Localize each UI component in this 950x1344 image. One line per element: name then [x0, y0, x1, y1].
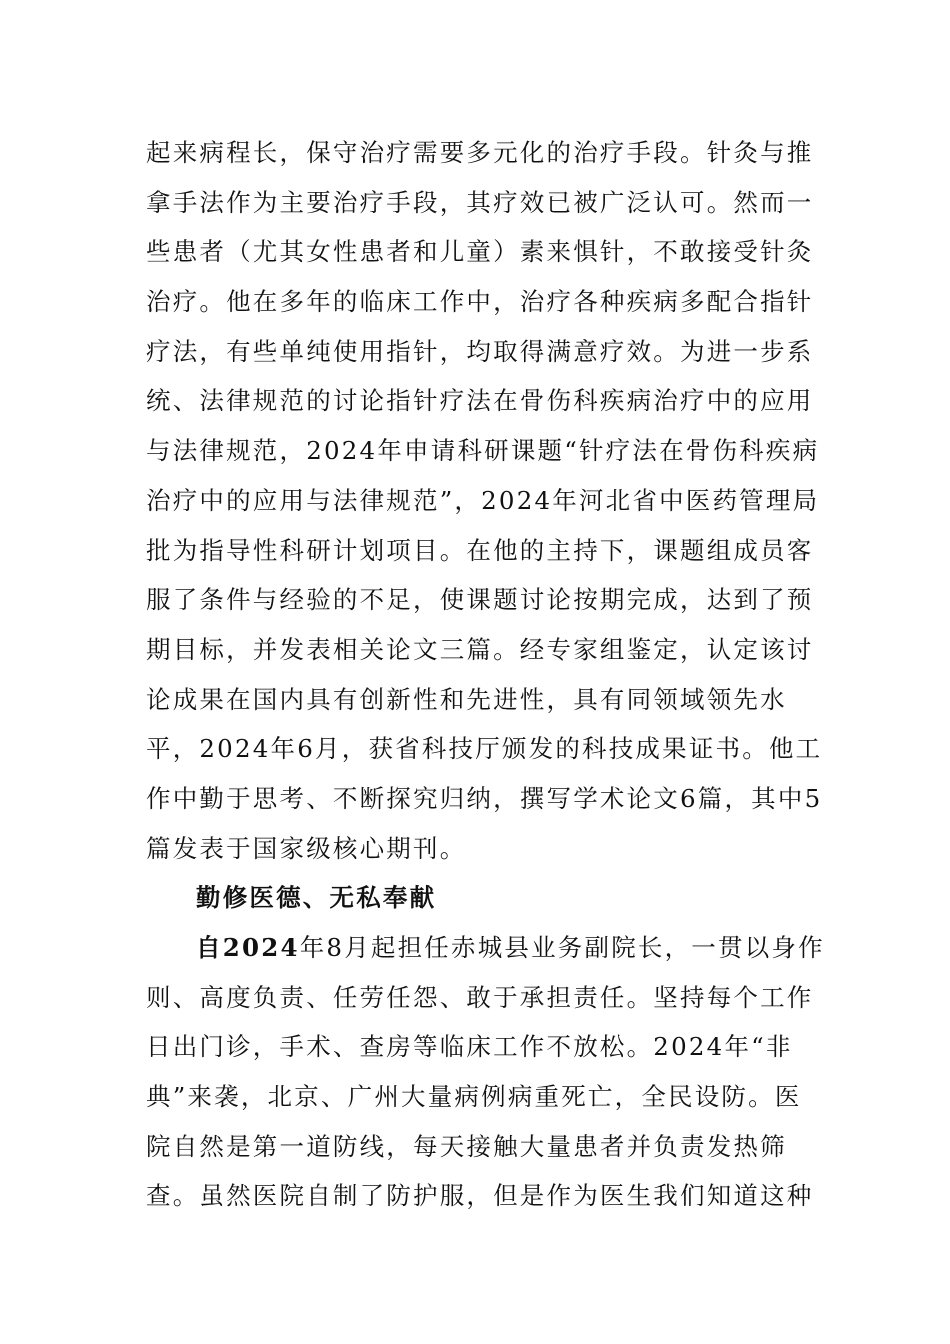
text-line: 些患者（尤其女性患者和儿童）素来惧针，不敢接受针灸 [146, 237, 814, 267]
text-line: 治疗。他在多年的临床工作中，治疗各种疾病多配合指针 [146, 287, 814, 317]
document-body [146, 128, 825, 1221]
text-line: 查。虽然医院自制了防护服，但是作为医生我们知道这种 [146, 1181, 814, 1211]
text-line: 作中勤于思考、不断探究归纳，撰写学术论文6篇，其中5 [146, 783, 823, 813]
text-line: 起来病程长，保守治疗需要多元化的治疗手段。针灸与推 [146, 138, 814, 167]
text-line: 批为指导性科研计划项目。在他的主持下，课题组成员客 [146, 535, 814, 565]
paragraph-first-line [146, 923, 825, 973]
text-line: 平，2024年6月，获省科技厅颁发的科技成果证书。他工 [146, 734, 823, 764]
text-line: 疗法，有些单纯使用指针，均取得满意疗效。为进一步系 [146, 336, 814, 366]
text-line: 日出门诊，手术、查房等临床工作不放松。2024年“非 [146, 1032, 793, 1062]
text-line: 篇发表于国家级核心期刊。 [146, 833, 467, 863]
section-heading: 勤修医德、无私奉献 [196, 883, 437, 913]
bold-prefix: 自2024 [196, 933, 300, 962]
text-line: 期目标，并发表相关论文三篇。经专家组鉴定，认定该讨 [146, 634, 814, 664]
text-line: 则、高度负责、任劳任怨、敢于承担责任。坚持每个工作 [146, 982, 814, 1012]
text-line: 统、法律规范的讨论指针疗法在骨伤科疾病治疗中的应用 [146, 386, 814, 416]
text-line: 院自然是第一道防线，每天接触大量患者并负责发热筛 [146, 1131, 787, 1161]
text-line: 服了条件与经验的不足，使课题讨论按期完成，达到了预 [146, 585, 814, 615]
text-line: 与法律规范，2024年申请科研课题“针疗法在骨伤科疾病 [146, 436, 820, 466]
text-line: 论成果在国内具有创新性和先进性，具有同领域领先水 [146, 684, 787, 714]
text-line: 治疗中的应用与法律规范”，2024年河北省中医药管理局 [146, 485, 820, 515]
first-line-rest: 年8月起担任赤城县业务副院长，一贯以身作 [299, 933, 825, 962]
text-line: 拿手法作为主要治疗手段，其疗效已被广泛认可。然而一 [146, 187, 814, 217]
text-line: 典”来袭，北京、广州大量病例病重死亡，全民设防。医 [146, 1082, 802, 1112]
